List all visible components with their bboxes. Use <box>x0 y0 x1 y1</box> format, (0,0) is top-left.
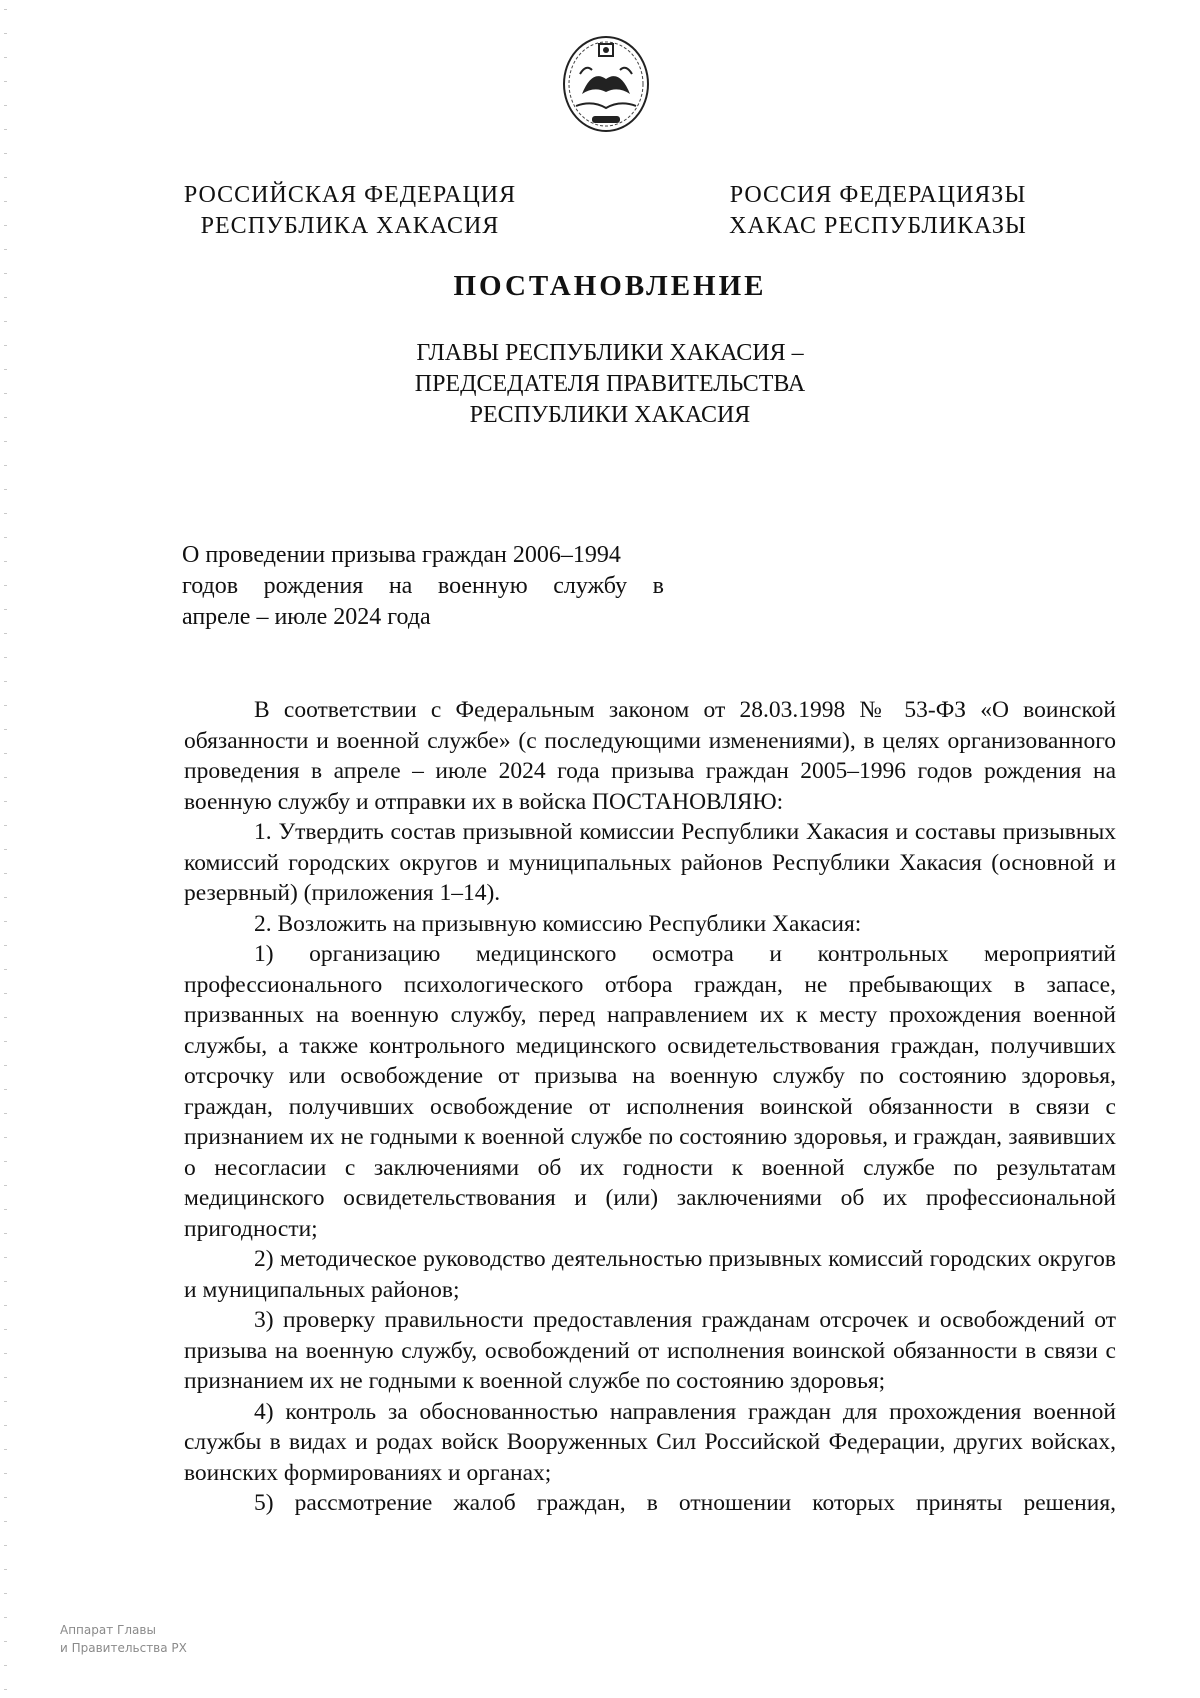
item-2-paragraph: 2. Возложить на призывную комиссию Республики Хакасия: <box>254 910 862 937</box>
scan-edge-marks <box>4 0 7 1698</box>
document-body <box>184 695 1116 1519</box>
header-right-line1: РОССИЯ ФЕДЕРАЦИЯЗЫ <box>729 182 1027 208</box>
subject-line1: О проведении призыва граждан 2006–1994 <box>182 542 621 568</box>
document-subject <box>182 540 664 633</box>
header-right-line2: ХАКАС РЕСПУБЛИКАЗЫ <box>729 213 1027 239</box>
header-left-line1: РОССИЙСКАЯ ФЕДЕРАЦИЯ <box>183 182 517 208</box>
subject-line3: апреле – июле 2024 года <box>182 604 431 630</box>
document-type-title: ПОСТАНОВЛЕНИЕ <box>453 270 767 302</box>
subitem-5-paragraph: 5) рассмотрение жалоб граждан, в отношении которых приняты решения, <box>254 1490 1116 1516</box>
subitem-1-paragraph: 1) организацию медицинского осмотра и контрольных мероприятий профессионального психологического отбора граждан, не пребывающих в запасе, призванных на военную службу, перед направлением их к месту прохождения военной службы, а также контрольного медицинского освидетельствования граждан, получивших отсрочку или освобождение от призыва на военную службу по состоянию здоровья, граждан, получивших освобождение от исполнения воинской обязанности в связи с признанием их не годными к военной службе по состоянию здоровья, и граждан, заявивших о несогласии с заключениями об их годности к военной службе по результатам медицинского освидетельствования и (или) заключениями об их профессиональной пригодности; <box>184 941 1116 1242</box>
issuer-line3: РЕСПУБЛИКИ ХАКАСИЯ <box>469 402 751 428</box>
issuer-block <box>330 338 890 431</box>
stamp-line1: Аппарат Главы <box>60 1623 156 1637</box>
stamp-line2: и Правительства РХ <box>60 1641 187 1655</box>
header-left <box>180 180 520 242</box>
subitem-2-paragraph: 2) методическое руководство деятельностью призывных комиссий городских округов и муниципальных районов; <box>184 1246 1116 1303</box>
registry-stamp <box>60 1621 187 1657</box>
preamble-paragraph: В соответствии с Федеральным законом от 28.03.1998 № 53-ФЗ «О воинской обязанности и военной службе» (с последующими изменениями), в целях организованного проведения в апреле – июле 2024 года призыва граждан 2005–1996 годов рождения на военную службу и отправки их в войска ПОСТАНОВЛЯЮ: <box>184 697 1116 815</box>
issuer-line1: ГЛАВЫ РЕСПУБЛИКИ ХАКАСИЯ – <box>416 340 804 366</box>
subject-line2: годов рождения на военную службу в <box>182 573 664 599</box>
subitem-4-paragraph: 4) контроль за обоснованностью направления граждан для прохождения военной службы в видах и родах войск Вооруженных Сил Российской Федерации, других войсках, воинских формированиях и органах; <box>184 1398 1116 1486</box>
header-right <box>728 180 1028 242</box>
item-1-paragraph: 1. Утвердить состав призывной комиссии Республики Хакасия и составы призывных комиссий городских округов и муниципальных районов Республики Хакасия (основной и резервный) (приложения 1–14). <box>184 819 1116 906</box>
issuer-line2: ПРЕДСЕДАТЕЛЯ ПРАВИТЕЛЬСТВА <box>414 371 806 397</box>
header-left-line2: РЕСПУБЛИКА ХАКАСИЯ <box>200 213 500 239</box>
coat-of-arms-emblem <box>562 34 650 134</box>
subitem-3-paragraph: 3) проверку правильности предоставления гражданам отсрочек и освобождений от призыва на военную службу, освобождений от исполнения воинской обязанности в связи с признанием их не годными к военной службе по состоянию здоровья; <box>184 1307 1116 1394</box>
